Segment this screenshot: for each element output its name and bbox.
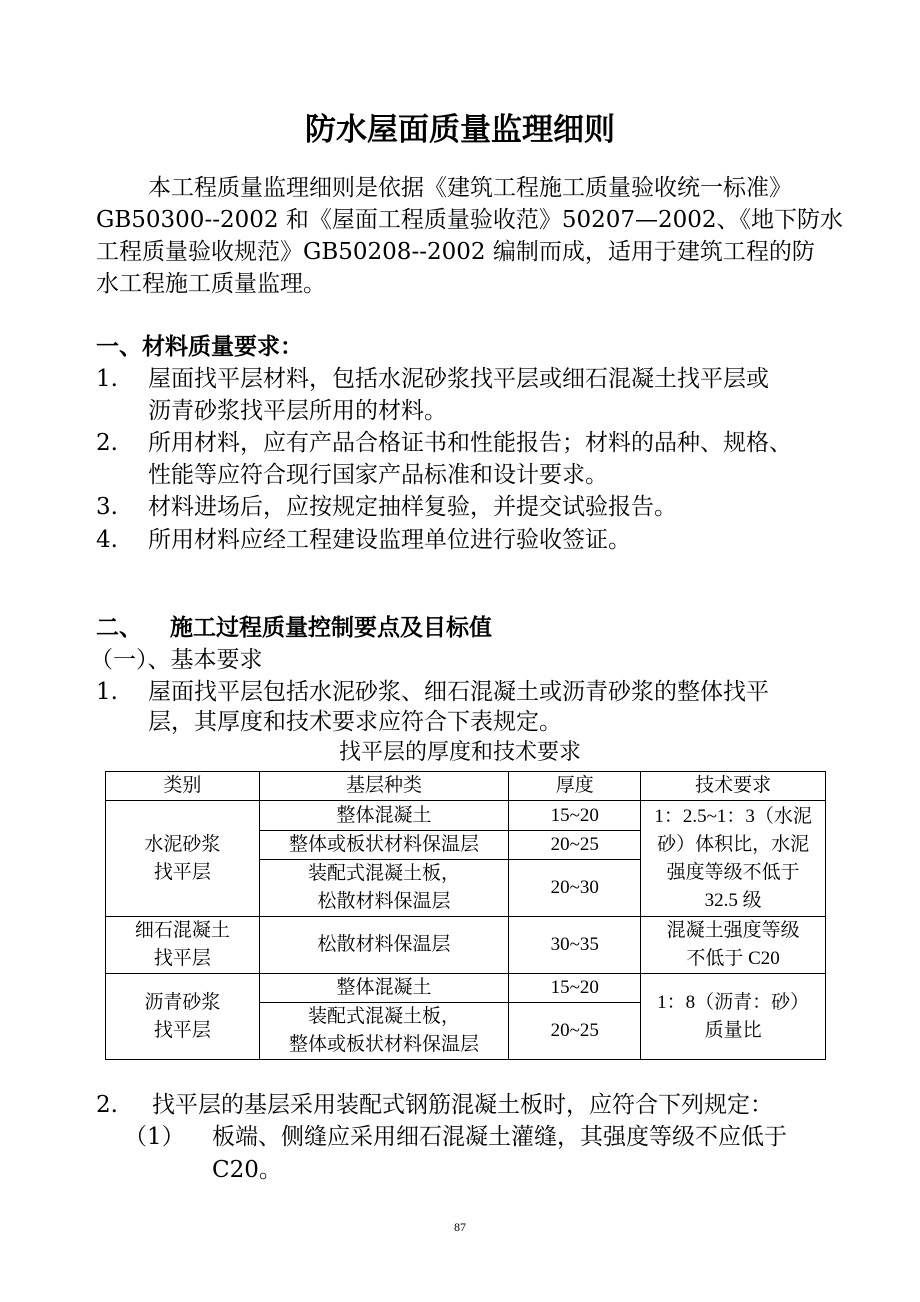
list-number: 2. <box>96 430 118 456</box>
base-cell: 松散材料保温层 <box>259 917 509 974</box>
thickness-cell: 15~20 <box>509 974 641 1003</box>
list-number: 1. <box>96 366 118 392</box>
list-item: 所用材料，应有产品合格证书和性能报告；材料的品种、规格、 <box>148 430 792 456</box>
base-cell: 装配式混凝土板， 整体或板状材料保温层 <box>259 1003 509 1060</box>
leveling-layer-table <box>105 771 826 1060</box>
base-cell: 整体或板状材料保温层 <box>259 831 509 860</box>
section-number: 二、 <box>96 615 142 641</box>
intro-line: 本工程质量监理细则是依据《建筑工程施工质量验收统一标准》 <box>148 175 792 201</box>
list-item: 层，其厚度和技术要求应符合下表规定。 <box>148 709 562 735</box>
list-item: 屋面找平层包括水泥砂浆、细石混凝土或沥青砂浆的整体找平 <box>148 679 769 705</box>
list-number: 4. <box>96 527 118 553</box>
list-item: 屋面找平层材料，包括水泥砂浆找平层或细石混凝土找平层或 <box>148 366 769 392</box>
list-item: 找平层的基层采用装配式钢筋混凝土板时，应符合下列规定： <box>152 1092 773 1118</box>
table-caption: 找平层的厚度和技术要求 <box>338 740 581 765</box>
intro-line: 水工程施工质量监理。 <box>96 271 326 297</box>
category-cell: 沥青砂浆 找平层 <box>106 974 260 1060</box>
category-cell: 细石混凝土 找平层 <box>106 917 260 974</box>
list-item: 材料进场后，应按规定抽样复验，并提交试验报告。 <box>148 494 677 520</box>
thickness-cell: 30~35 <box>509 917 641 974</box>
thickness-cell: 15~20 <box>509 801 641 831</box>
intro-line: 工程质量验收规范》GB50208--2002 编制而成，适用于建筑工程的防 <box>96 239 815 265</box>
list-item: 性能等应符合现行国家产品标准和设计要求。 <box>148 462 608 488</box>
list-number: 1. <box>96 679 118 705</box>
requirement-cell: 1：2.5~1：3（水泥 砂）体积比，水泥 强度等级不低于 32.5 级 <box>641 801 826 917</box>
base-cell: 整体混凝土 <box>259 974 509 1003</box>
subsection-heading: （一）、基本要求 <box>90 647 263 673</box>
category-cell: 水泥砂浆 找平层 <box>106 801 260 917</box>
table-header: 技术要求 <box>641 772 826 801</box>
table-header: 类别 <box>106 772 260 801</box>
sublist-item: 板端、侧缝应采用细石混凝土灌缝，其强度等级不应低于 <box>212 1124 787 1150</box>
list-item: 所用材料应经工程建设监理单位进行验收签证。 <box>148 527 631 553</box>
list-number: 3. <box>96 494 118 520</box>
requirement-cell: 混凝土强度等级 不低于 C20 <box>641 917 826 974</box>
page-number: 87 <box>454 1220 466 1234</box>
base-cell: 整体混凝土 <box>259 801 509 831</box>
thickness-cell: 20~25 <box>509 831 641 860</box>
intro-line: GB50300--2002 和《屋面工程质量验收范》50207—2002、《地下防水 <box>96 207 844 233</box>
section-heading: 施工过程质量控制要点及目标值 <box>170 615 492 641</box>
thickness-cell: 20~25 <box>509 1003 641 1060</box>
table-header: 基层种类 <box>259 772 509 801</box>
list-item: 沥青砂浆找平层所用的材料。 <box>148 398 447 424</box>
page-title: 防水屋面质量监理细则 <box>305 112 615 148</box>
requirement-cell: 1：8（沥青：砂） 质量比 <box>641 974 826 1060</box>
list-number: 2. <box>96 1092 118 1118</box>
section-heading: 一、材料质量要求： <box>96 334 303 360</box>
sublist-item: C20。 <box>212 1157 282 1183</box>
sublist-number: （1） <box>124 1124 185 1150</box>
thickness-cell: 20~30 <box>509 860 641 917</box>
base-cell: 装配式混凝土板， 松散材料保温层 <box>259 860 509 917</box>
table-header: 厚度 <box>509 772 641 801</box>
